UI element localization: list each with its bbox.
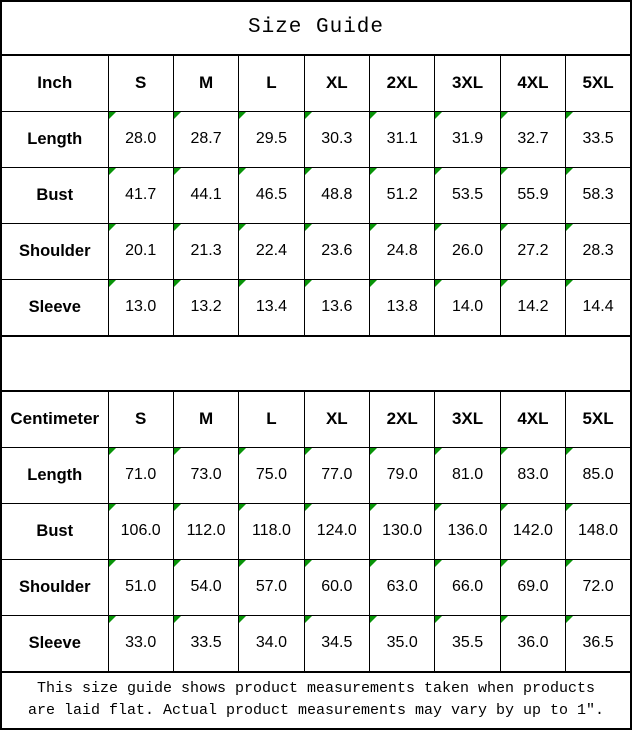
green-corner-flag-icon: [239, 448, 246, 455]
footer-section: [1, 672, 631, 729]
measurement-cell: [370, 503, 435, 559]
measurement-cell: [370, 279, 435, 336]
measurement-cell: [435, 559, 500, 615]
row-label-text: Shoulder: [18, 241, 91, 260]
measurement-cell: [435, 111, 500, 167]
measurement-cell-text: 33.5: [190, 634, 222, 652]
measurement-cell: [500, 111, 565, 167]
unit-label: [1, 391, 108, 448]
green-corner-flag-icon: [239, 504, 246, 511]
measurement-cell: [304, 447, 369, 503]
measurement-cell: [566, 167, 631, 223]
green-corner-flag-icon: [174, 112, 181, 119]
measurement-cell-text: 13.8: [386, 298, 418, 316]
measurement-cell-text: 85.0: [582, 466, 614, 484]
measurement-cell-text: 66.0: [451, 578, 484, 596]
unit-label: [1, 55, 108, 112]
green-corner-flag-icon: [435, 224, 442, 231]
size-column-header-text: 2XL: [386, 409, 418, 429]
row-label-text: Shoulder: [18, 577, 91, 596]
measurement-cell: [108, 111, 173, 167]
measurement-cell-text: 13.2: [190, 298, 222, 316]
size-column-header: [108, 391, 173, 448]
measurement-cell: [239, 111, 304, 167]
measurement-cell-text: 63.0: [386, 578, 418, 596]
measurement-cell-text: 36.0: [517, 634, 549, 652]
measurement-cell-text: 14.2: [517, 298, 549, 316]
measurement-row-sleeve: [1, 615, 631, 672]
green-corner-flag-icon: [174, 448, 181, 455]
measurement-row-shoulder: [1, 223, 631, 279]
measurement-cell: [108, 503, 173, 559]
measurement-cell-text: 112.0: [186, 522, 226, 540]
measurement-cell-text: 41.7: [125, 186, 157, 204]
inch-table-header-row: [1, 55, 631, 112]
green-corner-flag-icon: [174, 224, 181, 231]
measurement-cell: [304, 111, 369, 167]
size-column-header: [500, 55, 565, 112]
measurement-cell-text: 35.5: [451, 634, 484, 652]
measurement-cell: [304, 615, 369, 672]
size-column-header: [435, 55, 500, 112]
size-column-header: [239, 55, 304, 112]
measurement-cell-text: 35.0: [386, 634, 418, 652]
green-corner-flag-icon: [305, 560, 312, 567]
green-corner-flag-icon: [109, 168, 116, 175]
green-corner-flag-icon: [501, 616, 508, 623]
size-column-header: [566, 55, 631, 112]
measurement-cell: [239, 447, 304, 503]
size-column-header: [304, 55, 369, 112]
size-column-header: [304, 391, 369, 448]
size-column-header-text: XL: [325, 73, 348, 93]
green-corner-flag-icon: [566, 112, 573, 119]
unit-label-text: Inch: [37, 73, 73, 93]
row-label: [1, 223, 108, 279]
green-corner-flag-icon: [239, 560, 246, 567]
measurement-cell: [370, 615, 435, 672]
measurement-cell-text: 55.9: [517, 186, 549, 204]
measurement-cell: [108, 167, 173, 223]
measurement-cell-text: 148.0: [578, 522, 619, 540]
measurement-cell: [304, 503, 369, 559]
measurement-cell: [370, 223, 435, 279]
row-label: [1, 615, 108, 672]
measurement-cell-text: 69.0: [517, 578, 549, 596]
measurement-cell-text: 13.6: [321, 298, 353, 316]
green-corner-flag-icon: [435, 448, 442, 455]
size-column-header-text: S: [135, 409, 147, 429]
size-column-header-text: 4XL: [517, 73, 549, 93]
measurement-cell-text: 14.0: [451, 298, 484, 316]
measurement-cell-text: 33.0: [125, 634, 157, 652]
measurement-cell-text: 27.2: [517, 242, 549, 260]
measurement-cell: [108, 615, 173, 672]
measurement-cell: [370, 111, 435, 167]
measurement-cell-text: 13.0: [125, 298, 157, 316]
green-corner-flag-icon: [370, 168, 377, 175]
measurement-row-shoulder: [1, 559, 631, 615]
green-corner-flag-icon: [109, 560, 116, 567]
row-label-text: Bust: [36, 185, 74, 204]
green-corner-flag-icon: [370, 280, 377, 287]
size-column-header: [370, 391, 435, 448]
measurement-cell: [108, 447, 173, 503]
measurement-cell: [173, 167, 238, 223]
green-corner-flag-icon: [435, 616, 442, 623]
footer-note: [1, 672, 631, 729]
green-corner-flag-icon: [239, 224, 246, 231]
size-column-header-text: 5XL: [582, 73, 614, 93]
measurement-cell-text: 33.5: [582, 130, 614, 148]
green-corner-flag-icon: [109, 224, 116, 231]
size-column-header-text: S: [135, 73, 147, 93]
measurement-cell: [435, 615, 500, 672]
measurement-cell: [108, 279, 173, 336]
title-row: [1, 1, 631, 55]
green-corner-flag-icon: [305, 448, 312, 455]
measurement-cell-text: 32.7: [517, 130, 549, 148]
size-column-header-text: M: [198, 409, 214, 429]
measurement-cell-text: 83.0: [517, 466, 549, 484]
size-column-header-text: 3XL: [451, 73, 484, 93]
measurement-cell: [173, 111, 238, 167]
green-corner-flag-icon: [370, 504, 377, 511]
measurement-cell-text: 28.0: [125, 130, 157, 148]
measurement-cell-text: 34.0: [255, 634, 287, 652]
measurement-cell: [500, 167, 565, 223]
measurement-cell: [239, 167, 304, 223]
row-label-text: Sleeve: [28, 633, 81, 652]
green-corner-flag-icon: [435, 560, 442, 567]
measurement-cell-text: 13.4: [255, 298, 287, 316]
size-column-header-text: 3XL: [451, 409, 484, 429]
measurement-cell: [108, 223, 173, 279]
page-title: Size Guide: [1, 1, 631, 55]
measurement-cell-text: 26.0: [451, 242, 484, 260]
measurement-cell: [566, 447, 631, 503]
size-column-header-text: M: [198, 73, 214, 93]
inch-table-body: [1, 55, 631, 336]
measurement-cell-text: 22.4: [255, 242, 287, 260]
measurement-cell-text: 130.0: [382, 522, 423, 540]
green-corner-flag-icon: [174, 168, 181, 175]
row-label: [1, 167, 108, 223]
green-corner-flag-icon: [370, 112, 377, 119]
size-column-header: [566, 391, 631, 448]
size-column-header-text: 2XL: [386, 73, 418, 93]
measurement-cell-text: 136.0: [447, 522, 488, 540]
measurement-cell: [500, 615, 565, 672]
measurement-cell-text: 29.5: [255, 130, 287, 148]
measurement-cell: [108, 559, 173, 615]
unit-label-text: Centimeter: [10, 409, 100, 429]
green-corner-flag-icon: [239, 168, 246, 175]
measurement-cell: [435, 167, 500, 223]
measurement-cell-text: 106.0: [120, 522, 161, 540]
measurement-cell-text: 54.0: [190, 578, 222, 596]
measurement-cell-text: 14.4: [582, 298, 614, 316]
measurement-row-bust: [1, 167, 631, 223]
spacer-row: [1, 336, 631, 391]
measurement-cell-text: 31.9: [451, 130, 484, 148]
size-column-header-text: 4XL: [517, 409, 549, 429]
size-column-header: [173, 55, 238, 112]
green-corner-flag-icon: [566, 560, 573, 567]
green-corner-flag-icon: [305, 280, 312, 287]
measurement-cell-text: 28.3: [582, 242, 614, 260]
measurement-row-length: [1, 447, 631, 503]
measurement-cell: [239, 503, 304, 559]
green-corner-flag-icon: [109, 504, 116, 511]
green-corner-flag-icon: [435, 504, 442, 511]
green-corner-flag-icon: [174, 504, 181, 511]
measurement-cell-text: 44.1: [190, 186, 222, 204]
row-label-text: Length: [27, 465, 83, 484]
measurement-cell: [566, 279, 631, 336]
green-corner-flag-icon: [566, 504, 573, 511]
green-corner-flag-icon: [566, 616, 573, 623]
green-corner-flag-icon: [370, 616, 377, 623]
measurement-cell-text: 124.0: [316, 522, 357, 540]
measurement-cell-text: 28.7: [190, 130, 222, 148]
row-label: [1, 279, 108, 336]
size-column-header-text: L: [266, 73, 277, 93]
measurement-cell: [566, 223, 631, 279]
measurement-cell: [370, 559, 435, 615]
measurement-cell-text: 72.0: [582, 578, 614, 596]
green-corner-flag-icon: [109, 448, 116, 455]
green-corner-flag-icon: [109, 112, 116, 119]
measurement-cell-text: 71.0: [125, 466, 157, 484]
row-label-text: Bust: [36, 521, 74, 540]
size-column-header: [173, 391, 238, 448]
row-label: [1, 111, 108, 167]
green-corner-flag-icon: [501, 280, 508, 287]
green-corner-flag-icon: [435, 168, 442, 175]
measurement-cell: [239, 559, 304, 615]
measurement-row-sleeve: [1, 279, 631, 336]
measurement-cell: [239, 223, 304, 279]
measurement-row-bust: [1, 503, 631, 559]
measurement-cell: [566, 615, 631, 672]
green-corner-flag-icon: [566, 224, 573, 231]
size-column-header-text: 5XL: [582, 409, 614, 429]
measurement-cell: [239, 279, 304, 336]
measurement-cell: [435, 447, 500, 503]
measurement-cell-text: 57.0: [255, 578, 287, 596]
measurement-cell-text: 60.0: [321, 578, 353, 596]
measurement-cell-text: 24.8: [386, 242, 418, 260]
size-column-header: [239, 391, 304, 448]
size-column-header: [500, 391, 565, 448]
measurement-cell-text: 48.8: [321, 186, 353, 204]
measurement-cell: [173, 223, 238, 279]
green-corner-flag-icon: [305, 616, 312, 623]
green-corner-flag-icon: [435, 280, 442, 287]
measurement-cell: [566, 111, 631, 167]
measurement-cell-text: 118.0: [252, 522, 291, 540]
green-corner-flag-icon: [239, 280, 246, 287]
measurement-cell: [370, 447, 435, 503]
footer-note-line1: This size guide shows product measurements taken when products: [36, 679, 596, 697]
measurement-cell-text: 75.0: [255, 466, 287, 484]
measurement-cell: [173, 279, 238, 336]
measurement-cell: [304, 167, 369, 223]
measurement-cell-text: 34.5: [321, 634, 353, 652]
row-label-text: Sleeve: [28, 297, 81, 316]
measurement-cell: [500, 279, 565, 336]
measurement-cell-text: 58.3: [582, 186, 614, 204]
measurement-cell: [173, 615, 238, 672]
measurement-cell: [435, 223, 500, 279]
measurement-cell-text: 53.5: [451, 186, 484, 204]
measurement-cell: [173, 559, 238, 615]
title-section: [1, 1, 631, 55]
green-corner-flag-icon: [501, 112, 508, 119]
size-column-header: [108, 55, 173, 112]
measurement-cell-text: 36.5: [582, 634, 614, 652]
green-corner-flag-icon: [566, 168, 573, 175]
footer-row: [1, 672, 631, 729]
green-corner-flag-icon: [174, 560, 181, 567]
footer-note-line2: are laid flat. Actual product measurements may vary by up to 1″.: [27, 702, 605, 720]
size-column-header-text: XL: [325, 409, 348, 429]
measurement-cell-text: 51.0: [125, 578, 157, 596]
green-corner-flag-icon: [566, 448, 573, 455]
measurement-cell: [500, 559, 565, 615]
green-corner-flag-icon: [501, 504, 508, 511]
green-corner-flag-icon: [239, 616, 246, 623]
green-corner-flag-icon: [501, 224, 508, 231]
measurement-cell-text: 21.3: [190, 242, 222, 260]
measurement-cell-text: 46.5: [255, 186, 287, 204]
green-corner-flag-icon: [566, 280, 573, 287]
green-corner-flag-icon: [305, 112, 312, 119]
green-corner-flag-icon: [109, 616, 116, 623]
measurement-cell-text: 77.0: [321, 466, 353, 484]
measurement-cell: [500, 503, 565, 559]
green-corner-flag-icon: [305, 504, 312, 511]
spacer-section: [1, 336, 631, 391]
measurement-cell-text: 23.6: [321, 242, 353, 260]
green-corner-flag-icon: [109, 280, 116, 287]
measurement-cell: [173, 503, 238, 559]
measurement-cell: [500, 223, 565, 279]
size-column-header: [370, 55, 435, 112]
row-label: [1, 447, 108, 503]
measurement-cell: [304, 223, 369, 279]
measurement-cell: [435, 279, 500, 336]
measurement-cell: [173, 447, 238, 503]
green-corner-flag-icon: [501, 448, 508, 455]
green-corner-flag-icon: [370, 560, 377, 567]
green-corner-flag-icon: [305, 224, 312, 231]
cm-table-header-row: [1, 391, 631, 448]
measurement-cell: [304, 559, 369, 615]
green-corner-flag-icon: [370, 448, 377, 455]
measurement-cell: [435, 503, 500, 559]
green-corner-flag-icon: [501, 168, 508, 175]
green-corner-flag-icon: [174, 280, 181, 287]
measurement-cell-text: 73.0: [190, 466, 222, 484]
measurement-cell-text: 20.1: [125, 242, 157, 260]
measurement-cell-text: 79.0: [386, 466, 418, 484]
size-column-header: [435, 391, 500, 448]
row-label: [1, 559, 108, 615]
green-corner-flag-icon: [435, 112, 442, 119]
row-label-text: Length: [27, 129, 83, 148]
measurement-cell: [370, 167, 435, 223]
measurement-cell: [500, 447, 565, 503]
green-corner-flag-icon: [501, 560, 508, 567]
measurement-cell: [566, 503, 631, 559]
spacer-cell: [1, 336, 631, 391]
measurement-cell-text: 31.1: [386, 130, 418, 148]
measurement-cell: [304, 279, 369, 336]
measurement-cell: [239, 615, 304, 672]
measurement-cell-text: 51.2: [386, 186, 418, 204]
green-corner-flag-icon: [239, 112, 246, 119]
size-column-header-text: L: [266, 409, 277, 429]
centimeter-table-body: [1, 391, 631, 672]
measurement-cell-text: 81.0: [451, 466, 484, 484]
green-corner-flag-icon: [370, 224, 377, 231]
measurement-cell: [566, 559, 631, 615]
measurement-cell-text: 30.3: [321, 130, 353, 148]
measurement-row-length: [1, 111, 631, 167]
row-label: [1, 503, 108, 559]
measurement-cell-text: 142.0: [512, 522, 553, 540]
green-corner-flag-icon: [174, 616, 181, 623]
green-corner-flag-icon: [305, 168, 312, 175]
